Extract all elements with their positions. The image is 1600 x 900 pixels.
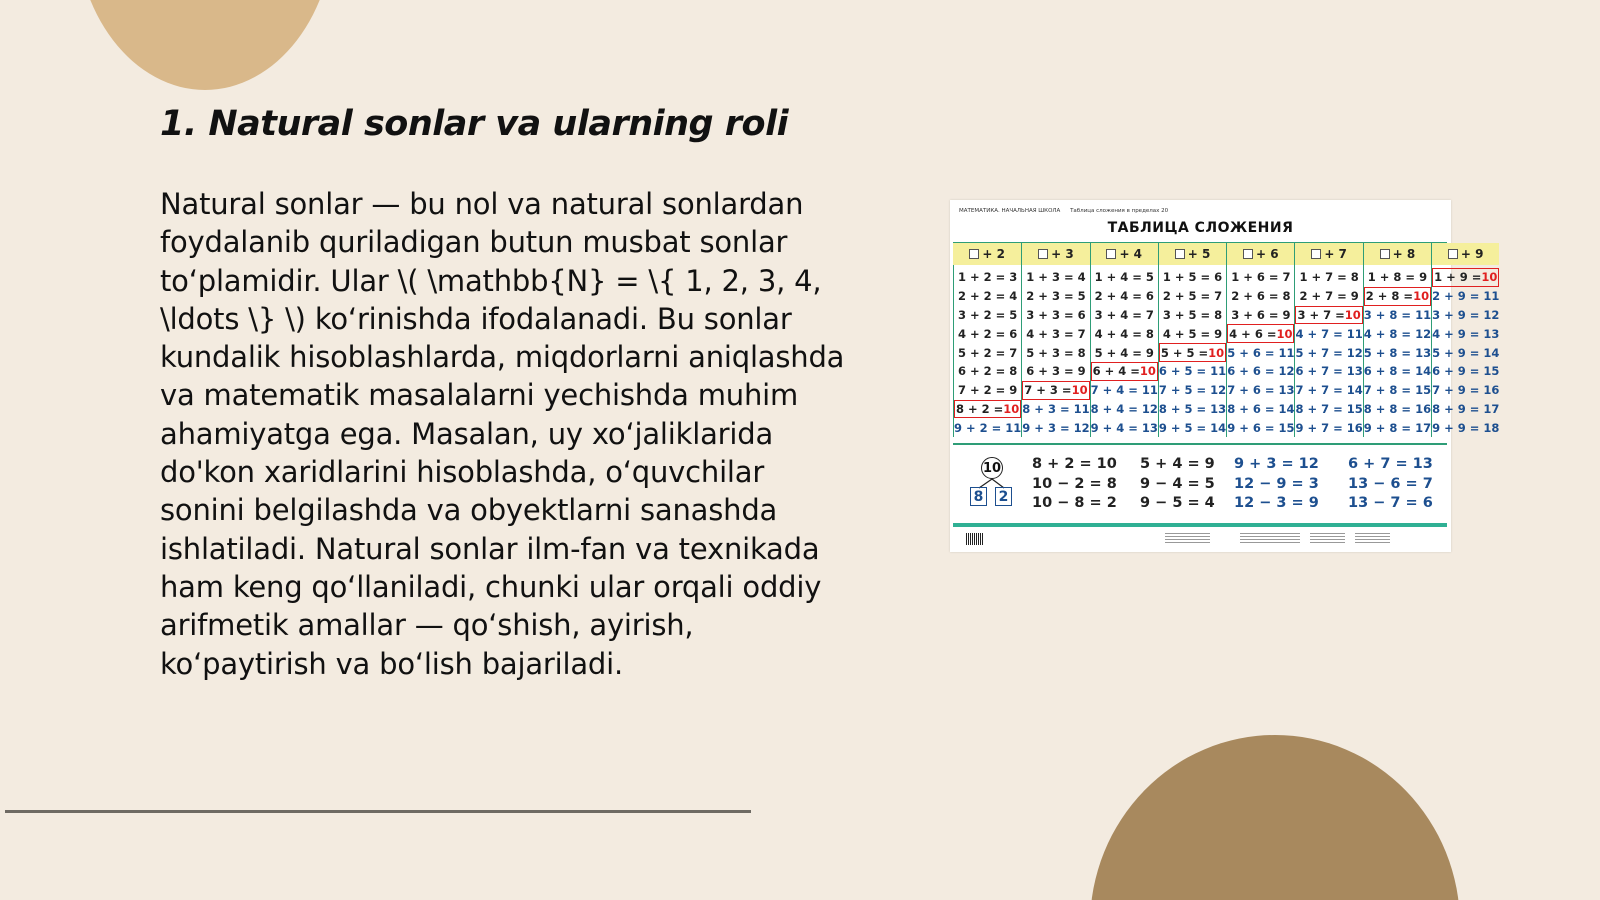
col-head xyxy=(1226,243,1294,265)
col-head-label: + 8 xyxy=(1392,247,1416,261)
equation: 13 − 6 = 7 xyxy=(1348,475,1433,492)
cell-expression: 7 + 4 = 11 xyxy=(1090,383,1158,398)
table-cell xyxy=(1227,400,1294,419)
cell-expression: 8 + 4 = 12 xyxy=(1090,401,1158,416)
table-cell xyxy=(1022,400,1089,419)
table-cell xyxy=(1227,381,1294,400)
divider-line xyxy=(5,810,751,813)
tree-left-box: 8 xyxy=(970,487,987,506)
cell-expression: 9 + 3 = 12 xyxy=(1022,420,1090,435)
table-column xyxy=(1363,265,1431,437)
poster-header-left: МАТЕМАТИКА. НАЧАЛЬНАЯ ШКОЛА xyxy=(959,208,1061,214)
equation: 12 − 3 = 9 xyxy=(1234,495,1319,511)
blank-box-icon xyxy=(1175,249,1185,259)
table-cell xyxy=(1091,400,1158,419)
decorative-circle-top xyxy=(75,0,335,90)
cell-expression: 5 + 9 = 14 xyxy=(1432,345,1500,360)
table-cell xyxy=(1159,287,1226,306)
cell-expression: 6 + 6 = 12 xyxy=(1227,364,1295,379)
table-cell xyxy=(1295,306,1362,325)
table-cell xyxy=(1091,381,1158,400)
table-column xyxy=(1226,265,1294,437)
table-cell xyxy=(1159,324,1226,343)
equation: 6 + 7 = 13 xyxy=(1348,456,1433,472)
cell-expression: 2 + 5 = 7 xyxy=(1162,289,1223,304)
cell-expression: 6 + 8 = 14 xyxy=(1363,364,1432,379)
cell-expression: 2 + 7 = 9 xyxy=(1299,289,1359,304)
table-cell xyxy=(1295,343,1362,362)
cell-ten: 10 xyxy=(1071,383,1088,398)
slide-paragraph: Natural sonlar — bu nol va natural sonlardan foydalanib quriladigan butun musbat sonlar to‘plamidir. Ular \( \mathbb{N} = \{ 1, 2, 3, 4, \ldots \} \) ko‘rinishda ifodalanadi. Bu sonlar kundalik hisoblashlarda, miqdorlarni aniqlashda va matematik masalalarni yechishda muhim ahamiyatga ega. Masalan, uy xo‘jaliklarida do'kon xaridlarini hisoblashda, o‘quvchilar sonini belgilashda va obyektlarni sanashda ishlatiladi. Natural sonlar ilm-fan va texnikada ham keng qo‘llaniladi, chunki ular orqali oddiy arifmetik amallar — qo‘shish, ayirish, ko‘paytirish va bo‘lish bajariladi. xyxy=(160,187,845,681)
table-column xyxy=(1021,265,1089,437)
col-head xyxy=(1363,243,1431,265)
cell-expression: 7 + 8 = 15 xyxy=(1363,383,1432,398)
cell-expression: 3 + 6 = 9 xyxy=(1231,307,1291,322)
cell-expression: 4 + 2 = 6 xyxy=(958,326,1018,341)
table-cell xyxy=(1432,418,1499,437)
number-composition-tree xyxy=(968,457,1012,507)
cell-expression: 5 + 6 = 11 xyxy=(1227,345,1295,360)
addition-table-image xyxy=(950,200,1500,552)
table-cell xyxy=(954,306,1021,325)
cell-expression: 7 + 5 = 12 xyxy=(1158,383,1227,398)
equation: 8 + 2 = 10 xyxy=(1032,456,1117,472)
cell-expression: 1 + 9 = xyxy=(1434,270,1482,285)
cell-expression: 7 + 2 = 9 xyxy=(958,383,1018,398)
fine-print xyxy=(1310,533,1345,545)
cell-expression: 4 + 5 = 9 xyxy=(1162,326,1223,341)
table-cell xyxy=(1091,343,1158,362)
col-head xyxy=(1021,243,1089,265)
table-cell xyxy=(954,324,1021,343)
table-cell xyxy=(1364,418,1431,437)
cell-expression: 5 + 7 = 12 xyxy=(1295,345,1363,360)
table-cell xyxy=(1364,381,1431,400)
table-cell xyxy=(1091,418,1158,437)
table-cell xyxy=(1295,362,1362,381)
col-head xyxy=(1431,243,1499,265)
table-cell xyxy=(1091,287,1158,306)
table-cell xyxy=(1159,418,1226,437)
col-head-label: + 3 xyxy=(1051,247,1074,261)
table-cell xyxy=(1227,362,1294,381)
col-head-label: + 2 xyxy=(982,247,1005,261)
cell-expression: 5 + 2 = 7 xyxy=(958,345,1018,360)
equation-group xyxy=(1032,455,1117,514)
equation-group xyxy=(1348,455,1433,514)
cell-expression: 4 + 8 = 12 xyxy=(1363,326,1432,341)
table-separator xyxy=(953,443,1447,445)
table-cell xyxy=(1227,287,1294,306)
cell-expression: 3 + 9 = 12 xyxy=(1432,307,1500,322)
table-cell xyxy=(1091,324,1158,343)
equation: 9 − 5 = 4 xyxy=(1140,495,1215,511)
cell-expression: 9 + 2 = 11 xyxy=(954,420,1022,435)
table-cell xyxy=(1022,418,1089,437)
table-cell xyxy=(1227,418,1294,437)
table-cell xyxy=(1432,381,1499,400)
cell-expression: 3 + 7 = xyxy=(1297,307,1345,322)
cell-expression: 1 + 7 = 8 xyxy=(1299,270,1359,285)
cell-expression: 3 + 5 = 8 xyxy=(1162,307,1223,322)
table-cell xyxy=(1432,287,1499,306)
col-head-label: + 9 xyxy=(1460,247,1484,261)
col-head xyxy=(1158,243,1226,265)
table-column xyxy=(1294,265,1362,437)
equation: 5 + 4 = 9 xyxy=(1140,456,1215,472)
table-cell xyxy=(1022,324,1089,343)
cell-expression: 8 + 9 = 17 xyxy=(1432,401,1500,416)
blank-box-icon xyxy=(1380,249,1390,259)
table-cell xyxy=(1364,362,1431,381)
table-cell xyxy=(1091,362,1158,381)
cell-expression: 9 + 7 = 16 xyxy=(1295,420,1363,435)
cell-expression: 8 + 3 = 11 xyxy=(1022,401,1090,416)
table-cell xyxy=(1091,268,1158,287)
cell-expression: 2 + 6 = 8 xyxy=(1231,289,1291,304)
table-column xyxy=(953,265,1021,437)
equation-group xyxy=(1234,455,1319,514)
cell-expression: 9 + 6 = 15 xyxy=(1227,420,1295,435)
cell-expression: 8 + 5 = 13 xyxy=(1158,401,1227,416)
cell-expression: 7 + 7 = 14 xyxy=(1295,383,1363,398)
blank-box-icon xyxy=(1038,249,1048,259)
table-cell xyxy=(954,418,1021,437)
tree-top-circle: 10 xyxy=(981,457,1003,479)
table-cell xyxy=(1364,400,1431,419)
poster-header-right: Таблица сложения в пределах 20 xyxy=(1070,208,1169,214)
cell-expression: 1 + 4 = 5 xyxy=(1094,270,1154,285)
cell-expression: 3 + 8 = 11 xyxy=(1363,307,1432,322)
cell-expression: 5 + 3 = 8 xyxy=(1026,345,1086,360)
tree-right-box: 2 xyxy=(995,487,1012,506)
cell-expression: 3 + 2 = 5 xyxy=(958,307,1018,322)
cell-ten: 10 xyxy=(1003,401,1020,416)
table-cell xyxy=(1432,343,1499,362)
table-cell xyxy=(1022,362,1089,381)
cell-expression: 9 + 9 = 18 xyxy=(1432,420,1500,435)
cell-expression: 2 + 3 = 5 xyxy=(1026,289,1086,304)
col-head-label: + 7 xyxy=(1324,247,1347,261)
table-cell xyxy=(1432,362,1499,381)
cell-expression: 7 + 6 = 13 xyxy=(1227,383,1295,398)
cell-expression: 9 + 5 = 14 xyxy=(1158,420,1227,435)
table-cell xyxy=(1295,400,1362,419)
table-cell xyxy=(1364,324,1431,343)
equation: 9 − 4 = 5 xyxy=(1140,475,1215,492)
table-cell xyxy=(1295,287,1362,306)
cell-expression: 6 + 4 = xyxy=(1092,364,1140,379)
table-cell xyxy=(1159,343,1226,362)
equation-group xyxy=(1140,455,1215,514)
table-cell xyxy=(1227,343,1294,362)
cell-expression: 4 + 6 = xyxy=(1229,326,1277,341)
table-column xyxy=(1158,265,1226,437)
table-cell xyxy=(1364,287,1431,306)
table-cell xyxy=(1432,324,1499,343)
cell-expression: 7 + 9 = 16 xyxy=(1432,383,1500,398)
cell-expression: 8 + 2 = xyxy=(955,401,1004,416)
table-cell xyxy=(1091,306,1158,325)
fine-print xyxy=(1165,533,1210,545)
table-cell xyxy=(954,287,1021,306)
cell-expression: 2 + 9 = 11 xyxy=(1432,289,1500,304)
blank-box-icon xyxy=(969,249,979,259)
table-column xyxy=(1090,265,1158,437)
table-cell xyxy=(1364,306,1431,325)
col-head-label: + 5 xyxy=(1187,247,1211,261)
cell-expression: 1 + 3 = 4 xyxy=(1026,270,1086,285)
table-cell xyxy=(1159,268,1226,287)
cell-expression: 3 + 3 = 6 xyxy=(1026,307,1086,322)
table-cell xyxy=(1295,381,1362,400)
slide-title: 1. Natural sonlar va ularning roli xyxy=(160,104,789,144)
table-cell xyxy=(954,343,1021,362)
cell-expression: 4 + 3 = 7 xyxy=(1026,326,1086,341)
col-head-label: + 6 xyxy=(1256,247,1279,261)
cell-expression: 3 + 4 = 7 xyxy=(1094,307,1154,322)
cell-expression: 8 + 6 = 14 xyxy=(1227,401,1295,416)
table-cell xyxy=(1159,362,1226,381)
table-cell xyxy=(1159,306,1226,325)
table-cell xyxy=(1432,268,1499,287)
poster-title: ТАБЛИЦА СЛОЖЕНИЯ xyxy=(1107,220,1294,236)
table-cell xyxy=(1364,343,1431,362)
table-cell xyxy=(1022,381,1089,400)
table-cell xyxy=(1022,287,1089,306)
cell-ten: 10 xyxy=(1481,270,1498,285)
blank-box-icon xyxy=(1243,249,1253,259)
blank-box-icon xyxy=(1106,249,1116,259)
table-cell xyxy=(1159,400,1226,419)
cell-expression: 1 + 8 = 9 xyxy=(1367,270,1428,285)
equation: 12 − 9 = 3 xyxy=(1234,475,1319,492)
equation: 13 − 7 = 6 xyxy=(1348,495,1433,511)
cell-expression: 6 + 5 = 11 xyxy=(1158,364,1227,379)
table-cell xyxy=(1295,418,1362,437)
table-column xyxy=(1431,265,1499,437)
equation: 10 − 2 = 8 xyxy=(1032,475,1117,492)
cell-expression: 8 + 8 = 16 xyxy=(1363,401,1432,416)
cell-expression: 6 + 3 = 9 xyxy=(1026,364,1086,379)
table-cell xyxy=(1227,306,1294,325)
table-cell xyxy=(1295,324,1362,343)
cell-expression: 5 + 5 = xyxy=(1160,345,1209,360)
table-cell xyxy=(1022,268,1089,287)
col-head xyxy=(1090,243,1158,265)
cell-expression: 4 + 4 = 8 xyxy=(1094,326,1154,341)
cell-expression: 2 + 8 = xyxy=(1365,289,1414,304)
col-head xyxy=(1294,243,1362,265)
table-cell xyxy=(954,400,1021,419)
table-cell xyxy=(954,362,1021,381)
cell-expression: 7 + 3 = xyxy=(1024,383,1072,398)
cell-expression: 9 + 8 = 17 xyxy=(1363,420,1432,435)
cell-expression: 6 + 9 = 15 xyxy=(1432,364,1500,379)
cell-expression: 6 + 7 = 13 xyxy=(1295,364,1363,379)
cell-expression: 9 + 4 = 13 xyxy=(1090,420,1158,435)
equation: 9 + 3 = 12 xyxy=(1234,456,1319,472)
table-cell xyxy=(1022,306,1089,325)
cell-expression: 4 + 9 = 13 xyxy=(1432,326,1500,341)
col-head-label: + 4 xyxy=(1119,247,1143,261)
fine-print xyxy=(1240,533,1300,545)
addition-grid xyxy=(953,242,1500,437)
cell-ten: 10 xyxy=(1139,364,1156,379)
equation: 10 − 8 = 2 xyxy=(1032,495,1117,511)
table-cell xyxy=(1432,400,1499,419)
barcode-icon xyxy=(966,533,984,545)
cell-expression: 2 + 4 = 6 xyxy=(1094,289,1154,304)
blank-box-icon xyxy=(1311,249,1321,259)
fine-print xyxy=(1355,533,1390,545)
blank-box-icon xyxy=(1448,249,1458,259)
cell-ten: 10 xyxy=(1276,326,1293,341)
cell-expression: 8 + 7 = 15 xyxy=(1295,401,1363,416)
cell-expression: 5 + 4 = 9 xyxy=(1094,345,1154,360)
cell-ten: 10 xyxy=(1344,307,1361,322)
cell-expression: 1 + 6 = 7 xyxy=(1231,270,1291,285)
cell-expression: 2 + 2 = 4 xyxy=(958,289,1018,304)
poster-header xyxy=(959,208,1176,214)
table-cell xyxy=(1364,268,1431,287)
table-cell xyxy=(954,268,1021,287)
cell-ten: 10 xyxy=(1208,345,1225,360)
table-cell xyxy=(954,381,1021,400)
cell-expression: 6 + 2 = 8 xyxy=(958,364,1018,379)
table-cell xyxy=(1022,343,1089,362)
cell-expression: 5 + 8 = 13 xyxy=(1363,345,1432,360)
table-cell xyxy=(1159,381,1226,400)
table-cell xyxy=(1227,268,1294,287)
table-cell xyxy=(1295,268,1362,287)
decorative-circle-bottom xyxy=(1090,735,1460,900)
poster-bottom-bar xyxy=(953,523,1447,527)
cell-expression: 1 + 2 = 3 xyxy=(958,270,1018,285)
cell-ten: 10 xyxy=(1413,289,1430,304)
cell-expression: 1 + 5 = 6 xyxy=(1162,270,1223,285)
table-cell xyxy=(1227,324,1294,343)
col-head xyxy=(953,243,1021,265)
table-cell xyxy=(1432,306,1499,325)
cell-expression: 4 + 7 = 11 xyxy=(1295,326,1363,341)
